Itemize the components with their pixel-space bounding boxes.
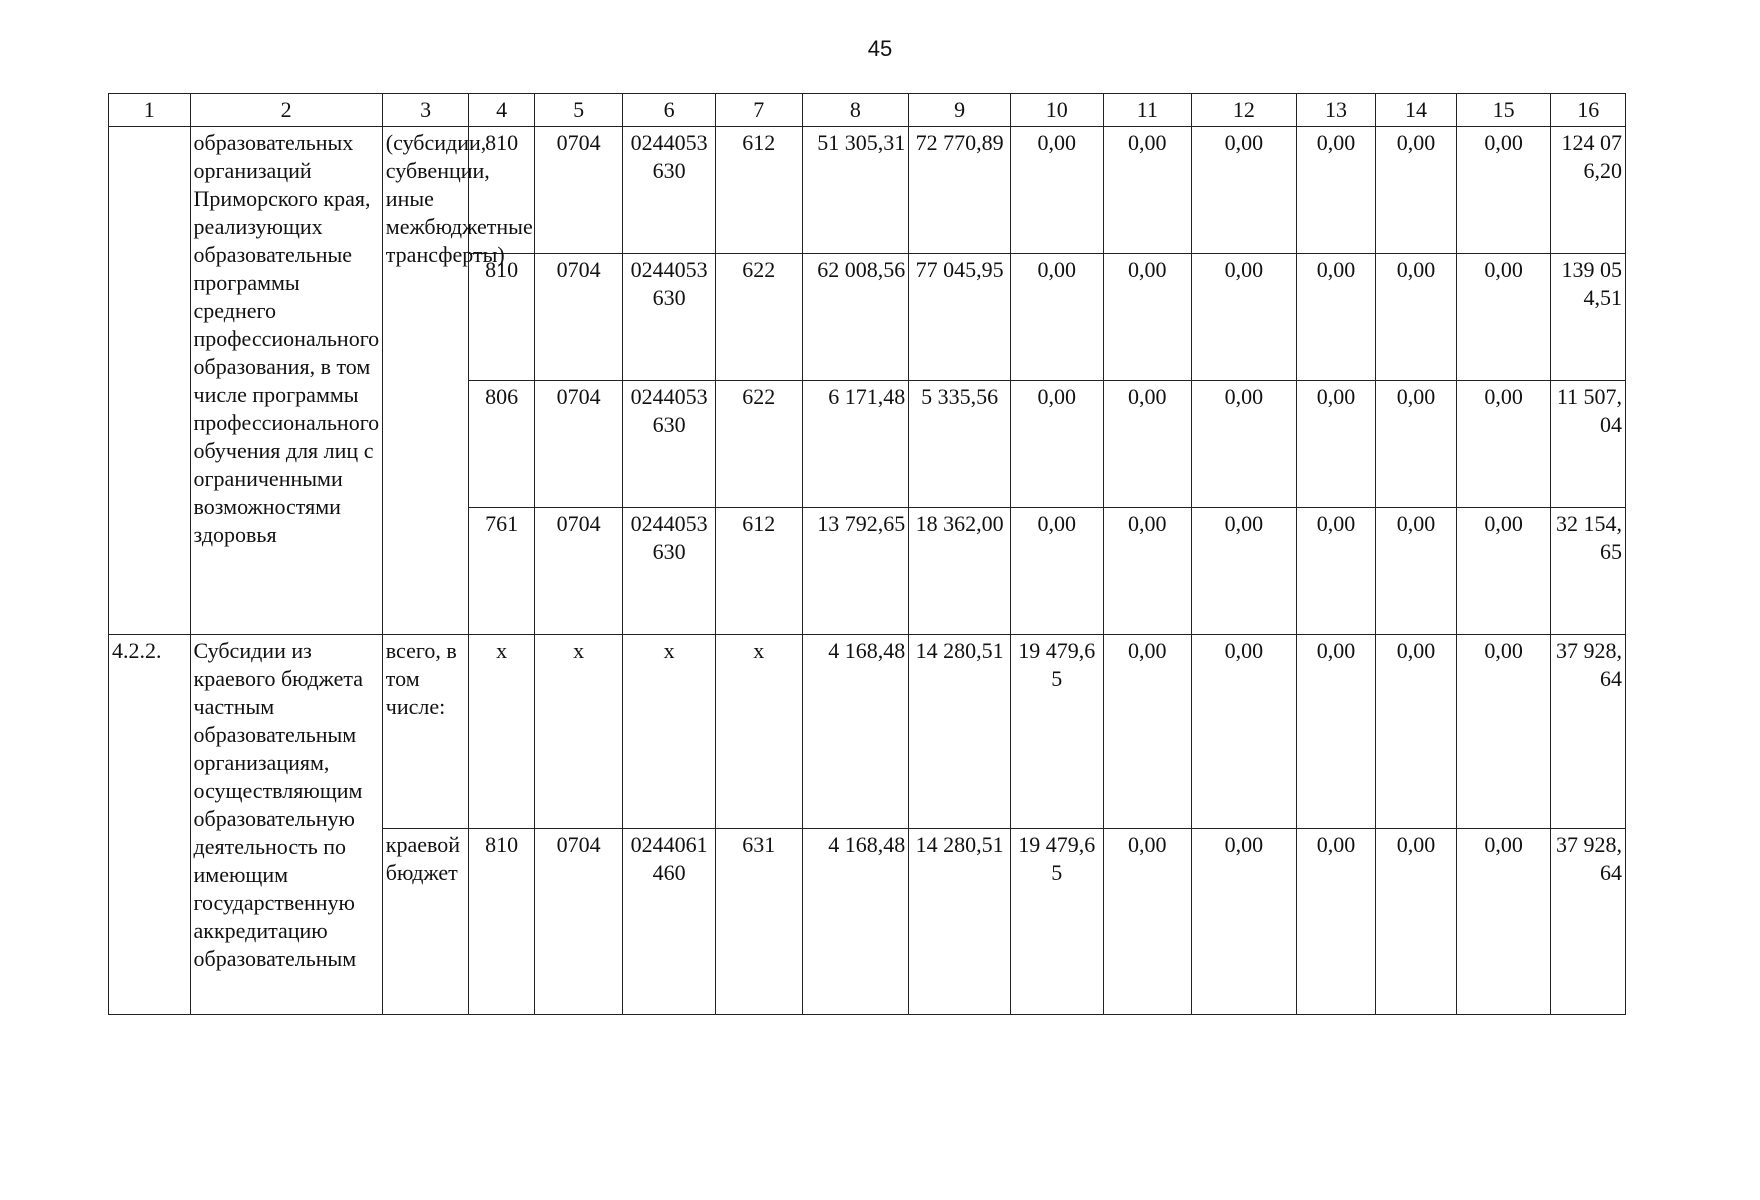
header-row [109, 94, 1626, 127]
cell: 810 [469, 254, 534, 381]
cell: 18 362,00 [909, 508, 1011, 635]
cell: 0244053630 [623, 508, 716, 635]
cell: 0,00 [1376, 254, 1457, 381]
col-header: 13 [1296, 94, 1376, 127]
cell: 32 154,65 [1551, 508, 1626, 635]
col-header: 7 [715, 94, 802, 127]
cell: 14 280,51 [909, 635, 1011, 829]
item-name: образовательных организаций Приморского края, реализующих образовательные программы среднего профессионального образования, в том числе программы профессионального обучения для лиц с ограниченными возможностями здоровья [190, 127, 382, 635]
cell: 6 171,48 [802, 381, 909, 508]
table-row [109, 127, 1626, 254]
col-header: 10 [1010, 94, 1103, 127]
table-row [109, 635, 1626, 829]
cell: 14 280,51 [909, 829, 1011, 1015]
cell: 0704 [534, 381, 623, 508]
cell: 4 168,48 [802, 829, 909, 1015]
cell: 0,00 [1192, 254, 1297, 381]
cell: 77 045,95 [909, 254, 1011, 381]
cell: 631 [715, 829, 802, 1015]
cell: 37 928,64 [1551, 635, 1626, 829]
cell: 0,00 [1010, 254, 1103, 381]
cell: 0,00 [1376, 381, 1457, 508]
cell: 0,00 [1376, 829, 1457, 1015]
cell: 810 [469, 127, 534, 254]
cell: 0704 [534, 829, 623, 1015]
cell: x [623, 635, 716, 829]
cell: 0,00 [1296, 635, 1376, 829]
cell: 0,00 [1456, 508, 1551, 635]
cell: 612 [715, 508, 802, 635]
funding-source: (субсидии, субвенции, иные межбюджетные трансферты) [382, 127, 469, 635]
cell: x [469, 635, 534, 829]
cell: 11 507,04 [1551, 381, 1626, 508]
cell: 0,00 [1296, 254, 1376, 381]
col-header: 3 [382, 94, 469, 127]
cell: 0244053630 [623, 254, 716, 381]
col-header: 4 [469, 94, 534, 127]
cell: 0,00 [1103, 381, 1192, 508]
cell: 4 168,48 [802, 635, 909, 829]
cell: 0,00 [1103, 508, 1192, 635]
col-header: 15 [1456, 94, 1551, 127]
cell: 0,00 [1192, 127, 1297, 254]
cell: 0244053630 [623, 381, 716, 508]
cell: 0,00 [1456, 635, 1551, 829]
cell: 0,00 [1192, 381, 1297, 508]
cell: 0,00 [1010, 127, 1103, 254]
cell: 0,00 [1103, 829, 1192, 1015]
budget-table [108, 93, 1626, 1015]
cell: 0,00 [1103, 254, 1192, 381]
cell: 0,00 [1296, 508, 1376, 635]
item-number: 4.2.2. [109, 635, 191, 1015]
col-header: 16 [1551, 94, 1626, 127]
cell: 0,00 [1296, 127, 1376, 254]
col-header: 9 [909, 94, 1011, 127]
cell: 0,00 [1376, 127, 1457, 254]
cell: 0,00 [1456, 381, 1551, 508]
cell: 622 [715, 381, 802, 508]
cell: 0704 [534, 254, 623, 381]
col-header: 6 [623, 94, 716, 127]
cell: 124 076,20 [1551, 127, 1626, 254]
funding-source: всего, в том числе: [382, 635, 469, 829]
cell: 761 [469, 508, 534, 635]
col-header: 11 [1103, 94, 1192, 127]
cell: 0,00 [1010, 508, 1103, 635]
col-header: 2 [190, 94, 382, 127]
cell: 0,00 [1103, 127, 1192, 254]
cell: 0704 [534, 508, 623, 635]
cell: 19 479,65 [1010, 829, 1103, 1015]
cell: 62 008,56 [802, 254, 909, 381]
cell: 0,00 [1456, 254, 1551, 381]
col-header: 12 [1192, 94, 1297, 127]
funding-source: краевой бюджет [382, 829, 469, 1015]
cell: 51 305,31 [802, 127, 909, 254]
cell: x [534, 635, 623, 829]
col-header: 1 [109, 94, 191, 127]
item-name: Субсидии из краевого бюджета частным образовательным организациям, осуществляющим образовательную деятельность по имеющим государственную аккредитацию образовательным [190, 635, 382, 1015]
cell: 0,00 [1103, 635, 1192, 829]
cell: 0,00 [1296, 829, 1376, 1015]
cell: 139 054,51 [1551, 254, 1626, 381]
cell: 0,00 [1192, 829, 1297, 1015]
cell: 37 928,64 [1551, 829, 1626, 1015]
cell: x [715, 635, 802, 829]
col-header: 5 [534, 94, 623, 127]
cell: 0,00 [1296, 381, 1376, 508]
cell: 0,00 [1010, 381, 1103, 508]
item-number [109, 127, 191, 635]
cell: 0,00 [1376, 635, 1457, 829]
cell: 0,00 [1192, 508, 1297, 635]
page-number: 45 [867, 36, 893, 61]
cell: 0,00 [1456, 127, 1551, 254]
cell: 72 770,89 [909, 127, 1011, 254]
col-header: 14 [1376, 94, 1457, 127]
cell: 806 [469, 381, 534, 508]
cell: 0244061460 [623, 829, 716, 1015]
cell: 0244053630 [623, 127, 716, 254]
cell: 622 [715, 254, 802, 381]
cell: 0704 [534, 127, 623, 254]
cell: 0,00 [1376, 508, 1457, 635]
cell: 19 479,65 [1010, 635, 1103, 829]
cell: 612 [715, 127, 802, 254]
cell: 13 792,65 [802, 508, 909, 635]
cell: 0,00 [1192, 635, 1297, 829]
cell: 810 [469, 829, 534, 1015]
cell: 0,00 [1456, 829, 1551, 1015]
col-header: 8 [802, 94, 909, 127]
cell: 5 335,56 [909, 381, 1011, 508]
